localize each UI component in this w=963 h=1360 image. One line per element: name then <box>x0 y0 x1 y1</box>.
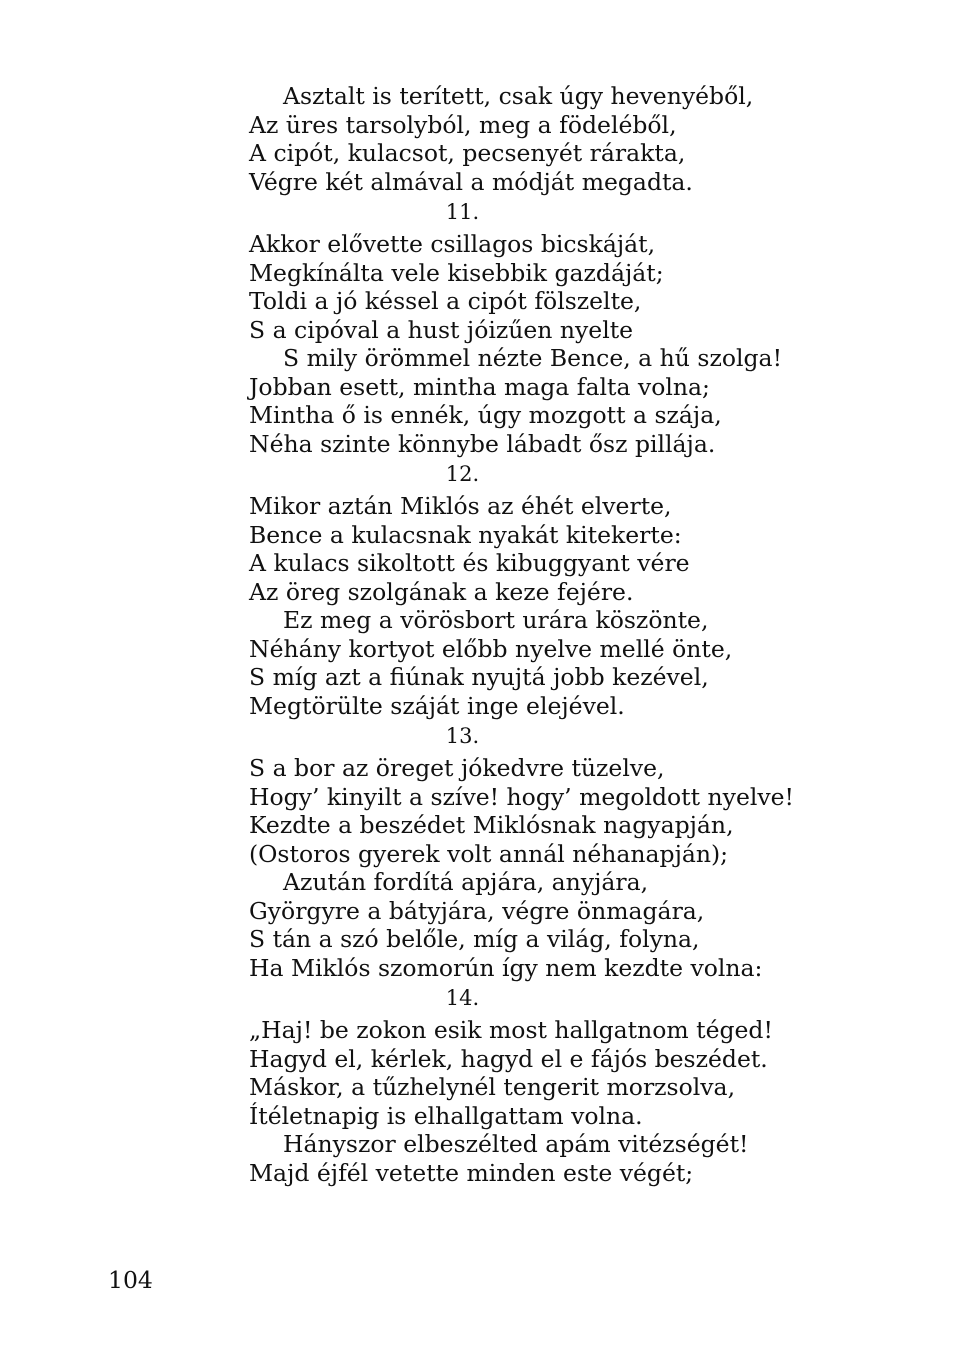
verse-line: S a bor az öreget jókedvre tüzelve, <box>249 754 665 782</box>
verse-line: A cipót, kulacsot, pecsenyét rárakta, <box>249 139 686 167</box>
verse-line: Toldi a jó késsel a cipót fölszelte, <box>249 287 642 315</box>
verse-line: Akkor elővette csillagos bicskáját, <box>249 230 656 258</box>
verse-line: S a cipóval a hust jóizűen nyelte <box>249 315 634 344</box>
verse-line: A kulacs sikoltott és kibuggyant vére <box>249 549 690 577</box>
verse-line: Györgyre a bátyjára, végre önmagára, <box>249 896 705 925</box>
verse-line: Ítéletnapig is elhallgattam volna. <box>249 1101 643 1130</box>
verse-line: Majd éjfél vetette minden este végét; <box>249 1158 694 1187</box>
stanza-number: 12. <box>445 462 480 486</box>
page-number: 104 <box>108 1266 153 1294</box>
verse-line: Megtörülte száját inge elejével. <box>249 691 625 720</box>
stanza-number: 11. <box>445 200 480 224</box>
stanza-number: 13. <box>445 724 480 748</box>
verse-line: (Ostoros gyerek volt annál néhanapján); <box>249 839 729 868</box>
verse-line: Máskor, a tűzhelynél tengerit morzsolva, <box>249 1073 736 1101</box>
verse-line: Bence a kulacsnak nyakát kitekerte: <box>249 520 682 549</box>
verse-line: Jobban esett, mintha maga falta volna; <box>249 372 710 401</box>
verse-line: Azután fordítá apjára, anyjára, <box>283 868 649 896</box>
verse-line: Ez meg a vörösbort urára köszönte, <box>283 606 709 634</box>
verse-line: Asztalt is terített, csak úgy hevenyéből, <box>283 82 754 110</box>
verse-line: Hagyd el, kérlek, hagyd el e fájós beszédet. <box>249 1044 768 1073</box>
verse-line: Hányszor elbeszélted apám vitézségét! <box>283 1130 749 1158</box>
verse-line: Mintha ő is ennék, úgy mozgott a szája, <box>249 401 722 429</box>
verse-line: Megkínálta vele kisebbik gazdáját; <box>249 258 664 287</box>
verse-line: „Haj! be zokon esik most hallgatnom téged! <box>249 1016 773 1044</box>
verse-line: S tán a szó belőle, míg a világ, folyna, <box>249 925 700 953</box>
verse-line: Kezdte a beszédet Miklósnak nagyapján, <box>249 811 734 839</box>
verse-line: Az üres tarsolyból, meg a födeléből, <box>249 110 677 139</box>
verse-line: S míg azt a fiúnak nyujtá jobb kezével, <box>249 663 709 691</box>
stanza-number: 14. <box>445 986 480 1010</box>
poem-text <box>249 82 809 1187</box>
verse-line: Ha Miklós szomorún így nem kezdte volna: <box>249 953 763 982</box>
verse-line: Hogy’ kinyilt a szíve! hogy’ megoldott nyelve! <box>249 782 794 811</box>
verse-line: S mily örömmel nézte Bence, a hű szolga! <box>283 344 783 372</box>
verse-line: Az öreg szolgának a keze fejére. <box>249 577 634 606</box>
verse-line: Néha szinte könnybe lábadt ősz pillája. <box>249 429 716 458</box>
verse-line: Végre két almával a módját megadta. <box>249 167 693 196</box>
verse-line: Néhány kortyot előbb nyelve mellé önte, <box>249 634 733 663</box>
verse-line: Mikor aztán Miklós az éhét elverte, <box>249 492 672 520</box>
